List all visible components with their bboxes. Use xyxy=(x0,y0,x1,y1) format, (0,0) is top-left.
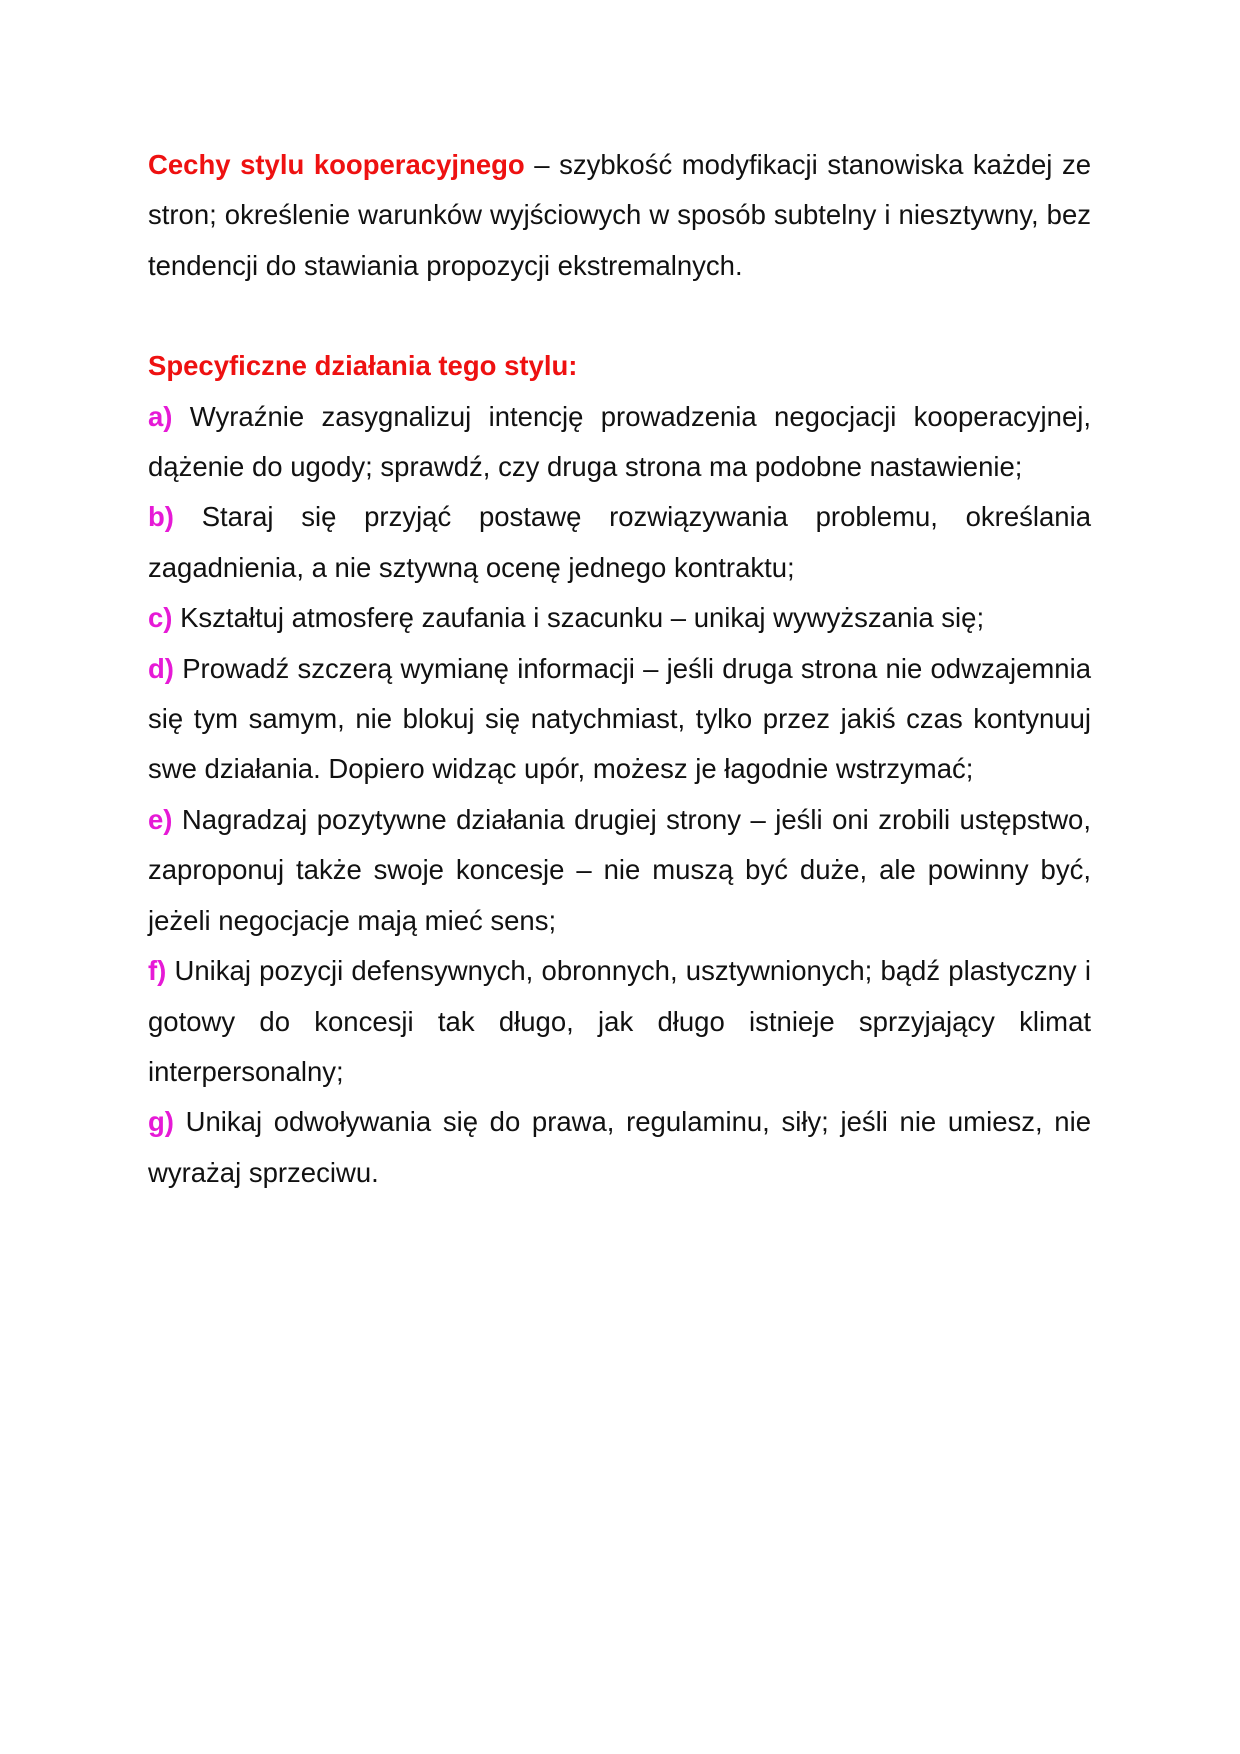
document-page xyxy=(148,140,1091,1198)
list-item-e xyxy=(148,795,1091,946)
list-item-g xyxy=(148,1097,1091,1198)
item-letter: f) xyxy=(148,955,167,987)
item-text: Wyraźnie zasygnalizuj intencję prowadzenia negocjacji kooperacyjnej, dążenie do ugody; sprawdź, czy druga strona ma podobne nastawienie; xyxy=(148,400,1091,483)
list-item-d xyxy=(148,644,1091,795)
section-heading: Specyficzne działania tego stylu: xyxy=(148,350,578,382)
item-text: Unikaj odwoływania się do prawa, regulaminu, siły; jeśli nie umiesz, nie wyrażaj sprzeciwu. xyxy=(148,1106,1091,1188)
item-letter: c) xyxy=(148,602,173,634)
intro-heading: Cechy stylu kooperacyjnego xyxy=(148,149,525,180)
list-item-c xyxy=(148,593,1091,643)
list-item-f xyxy=(148,946,1091,1097)
item-text: Kształtuj atmosferę zaufania i szacunku – unikaj wywyższania się; xyxy=(172,602,985,634)
item-letter: g) xyxy=(148,1106,174,1138)
item-letter: e) xyxy=(148,803,173,835)
item-text: Nagradzaj pozytywne działania drugiej strony – jeśli oni zrobili ustępstwo, zaproponuj także swoje koncesje – nie muszą być duże, ale powinny być, jeżeli negocjacje mają mieć sens; xyxy=(148,803,1091,936)
item-letter: a) xyxy=(148,400,173,432)
item-letter: b) xyxy=(148,501,174,533)
list-item-b xyxy=(148,492,1091,593)
item-text: Staraj się przyjąć postawę rozwiązywania problemu, określania zagadnienia, a nie sztywną ocenę jednego kontraktu; xyxy=(148,501,1091,583)
list-item-a xyxy=(148,392,1091,493)
item-text: Prowadź szczerą wymianę informacji – jeśli druga strona nie odwzajemnia się tym samym, nie blokuj się natychmiast, tylko przez jakiś czas kontynuuj swe działania. Dopiero widząc upór, możesz je łagodnie wstrzymać; xyxy=(148,652,1091,785)
intro-paragraph xyxy=(148,140,1091,291)
item-text: Unikaj pozycji defensywnych, obronnych, usztywnionych; bądź plastyczny i gotowy do koncesji tak długo, jak długo istnieje sprzyjający klimat interpersonalny; xyxy=(148,955,1091,1087)
item-letter: d) xyxy=(148,652,174,684)
intro-text: – szybkość modyfikacji stanowiska każdej ze stron; określenie warunków wyjściowych w sposób subtelny i niesztywny, bez tendencji do stawiania propozycji ekstremalnych. xyxy=(148,149,1092,281)
